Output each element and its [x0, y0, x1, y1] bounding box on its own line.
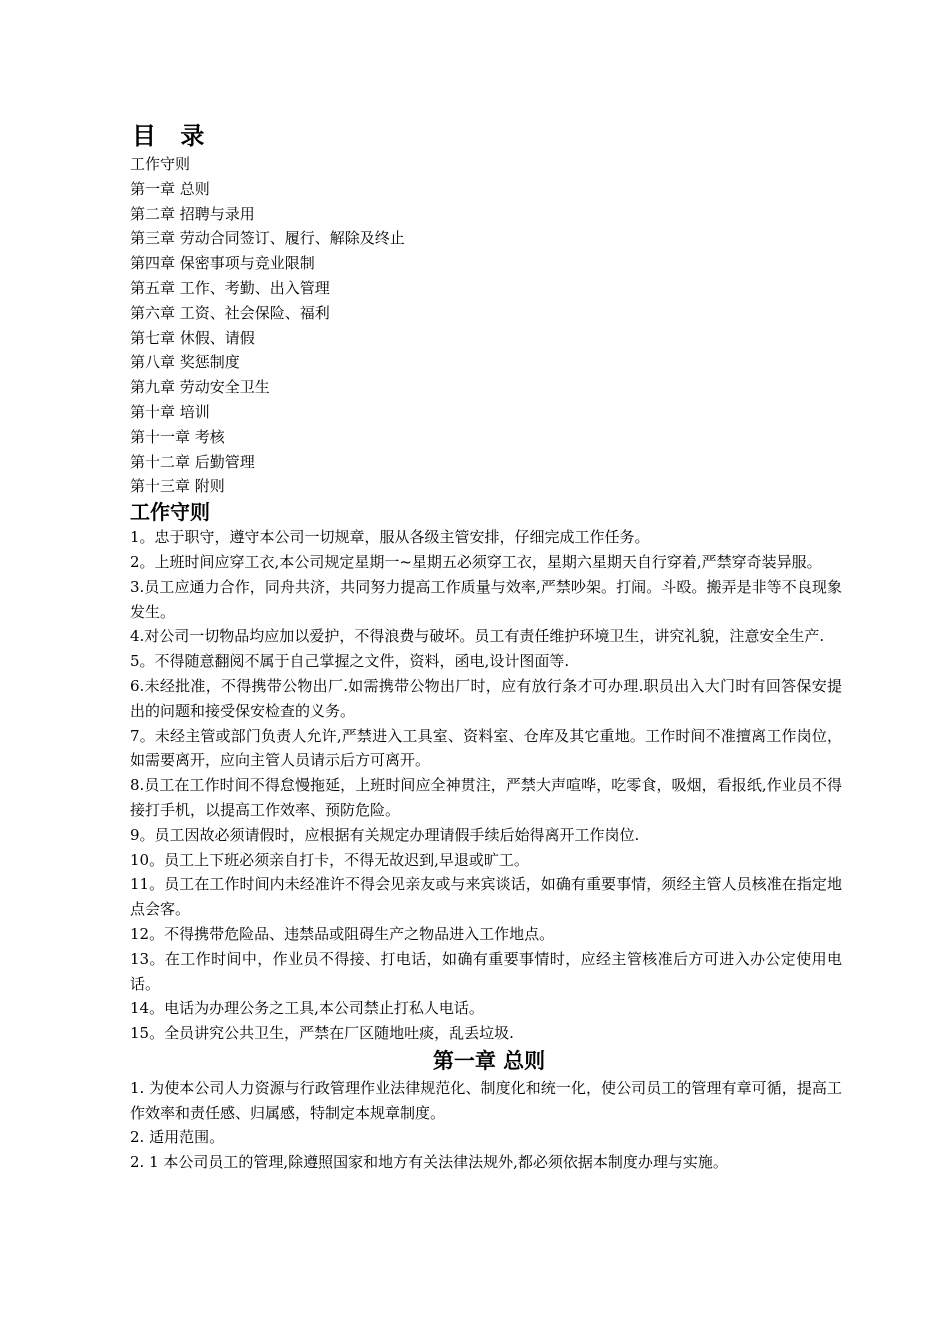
work-rule-item: 8.员工在工作时间不得怠慢拖延，上班时间应全神贯注，严禁大声喧哗，吃零食，吸烟，看报纸,作业员不得接打手机，以提高工作效率、预防危险。: [130, 776, 842, 819]
document-page: [130, 120, 842, 1175]
toc-item: 第十一章 考核: [130, 427, 225, 446]
toc-item: 第二章 招聘与录用: [130, 204, 255, 223]
work-rule-item: 9。员工因故必须请假时，应根据有关规定办理请假手续后始得离开工作岗位.: [130, 825, 640, 844]
work-rule-item: 6.未经批准，不得携带公物出厂.如需携带公物出厂时，应有放行条才可办理.职员出入大门时有回答保安提出的问题和接受保安检查的义务。: [130, 676, 842, 720]
toc-item: 第三章 劳动合同签订、履行、解除及终止: [130, 229, 405, 248]
work-rule-item: 11。员工在工作时间内未经准许不得会见亲友或与来宾谈话，如确有重要事情，须经主管人员核准在指定地点会客。: [130, 875, 842, 919]
toc-list: [130, 152, 842, 499]
work-rule-item: 1。忠于职守，遵守本公司一切规章，服从各级主管安排，仔细完成工作任务。: [130, 528, 650, 547]
work-rule-item: 4.对公司一切物品均应加以爱护，不得浪费与破坏。员工有责任维护环境卫生，讲究礼貌，注意安全生产.: [130, 627, 825, 646]
chapter-1-paragraph: 2. 适用范围。: [130, 1128, 225, 1147]
toc-item: 第七章 休假、请假: [130, 328, 255, 347]
toc-item: 第九章 劳动安全卫生: [130, 378, 270, 397]
chapter-1-title: 第一章 总则: [432, 1048, 546, 1073]
toc-item: 第八章 奖惩制度: [130, 353, 240, 372]
work-rule-item: 15。全员讲究公共卫生，严禁在厂区随地吐痰，乱丢垃圾.: [130, 1024, 514, 1043]
toc-title: 目 录: [132, 122, 213, 150]
chapter-1-paragraph: 1. 为使本公司人力资源与行政管理作业法律规范化、制度化和统一化，使公司员工的管理有章可循，提高工作效率和责任感、归属感，特制定本规章制度。: [130, 1078, 842, 1122]
work-rule-item: 2。上班时间应穿工衣,本公司规定星期一~星期五必须穿工衣，星期六星期天自行穿着,严禁穿奇装异服。: [130, 552, 822, 571]
work-rule-item: 13。在工作时间中，作业员不得接、打电话，如确有重要事情时，应经主管核准后方可进入办公定使用电话。: [130, 949, 842, 993]
toc-item: 第十章 培训: [130, 402, 210, 421]
chapter-1-paragraph: 2. 1 本公司员工的管理,除遵照国家和地方有关法律法规外,都必须依据本制度办理与实施。: [130, 1153, 728, 1172]
toc-item: 第一章 总则: [130, 179, 210, 198]
work-rules-title: 工作守则: [130, 500, 210, 525]
work-rule-item: 5。不得随意翻阅不属于自己掌握之文件，资料，函电,设计图面等.: [130, 652, 570, 671]
toc-item: 第五章 工作、考勤、出入管理: [130, 278, 330, 297]
work-rules-list: [130, 525, 842, 1046]
toc-item: 第六章 工资、社会保险、福利: [130, 303, 330, 322]
work-rule-item: 14。电话为办理公务之工具,本公司禁止打私人电话。: [130, 999, 484, 1018]
work-rule-item: 3.员工应通力合作，同舟共济，共同努力提高工作质量与效率,严禁吵架。打闹。斗殴。搬弄是非等不良现象发生。: [130, 577, 842, 621]
work-rule-item: 12。不得携带危险品、违禁品或阻碍生产之物品进入工作地点。: [130, 924, 555, 943]
work-rule-item: 10。员工上下班必须亲自打卡，不得无故迟到,早退或旷工。: [130, 850, 529, 869]
toc-item: 第十二章 后勤管理: [130, 452, 255, 471]
toc-item: 第四章 保密事项与竞业限制: [130, 254, 315, 273]
toc-item: 工作守则: [130, 155, 191, 173]
work-rule-item: 7。未经主管或部门负责人允许,严禁进入工具室、资料室、仓库及其它重地。工作时间不准擅离工作岗位，如需要离开，应向主管人员请示后方可离开。: [130, 726, 842, 770]
toc-item: 第十三章 附则: [130, 477, 225, 496]
chapter-1-list: [130, 1076, 842, 1175]
